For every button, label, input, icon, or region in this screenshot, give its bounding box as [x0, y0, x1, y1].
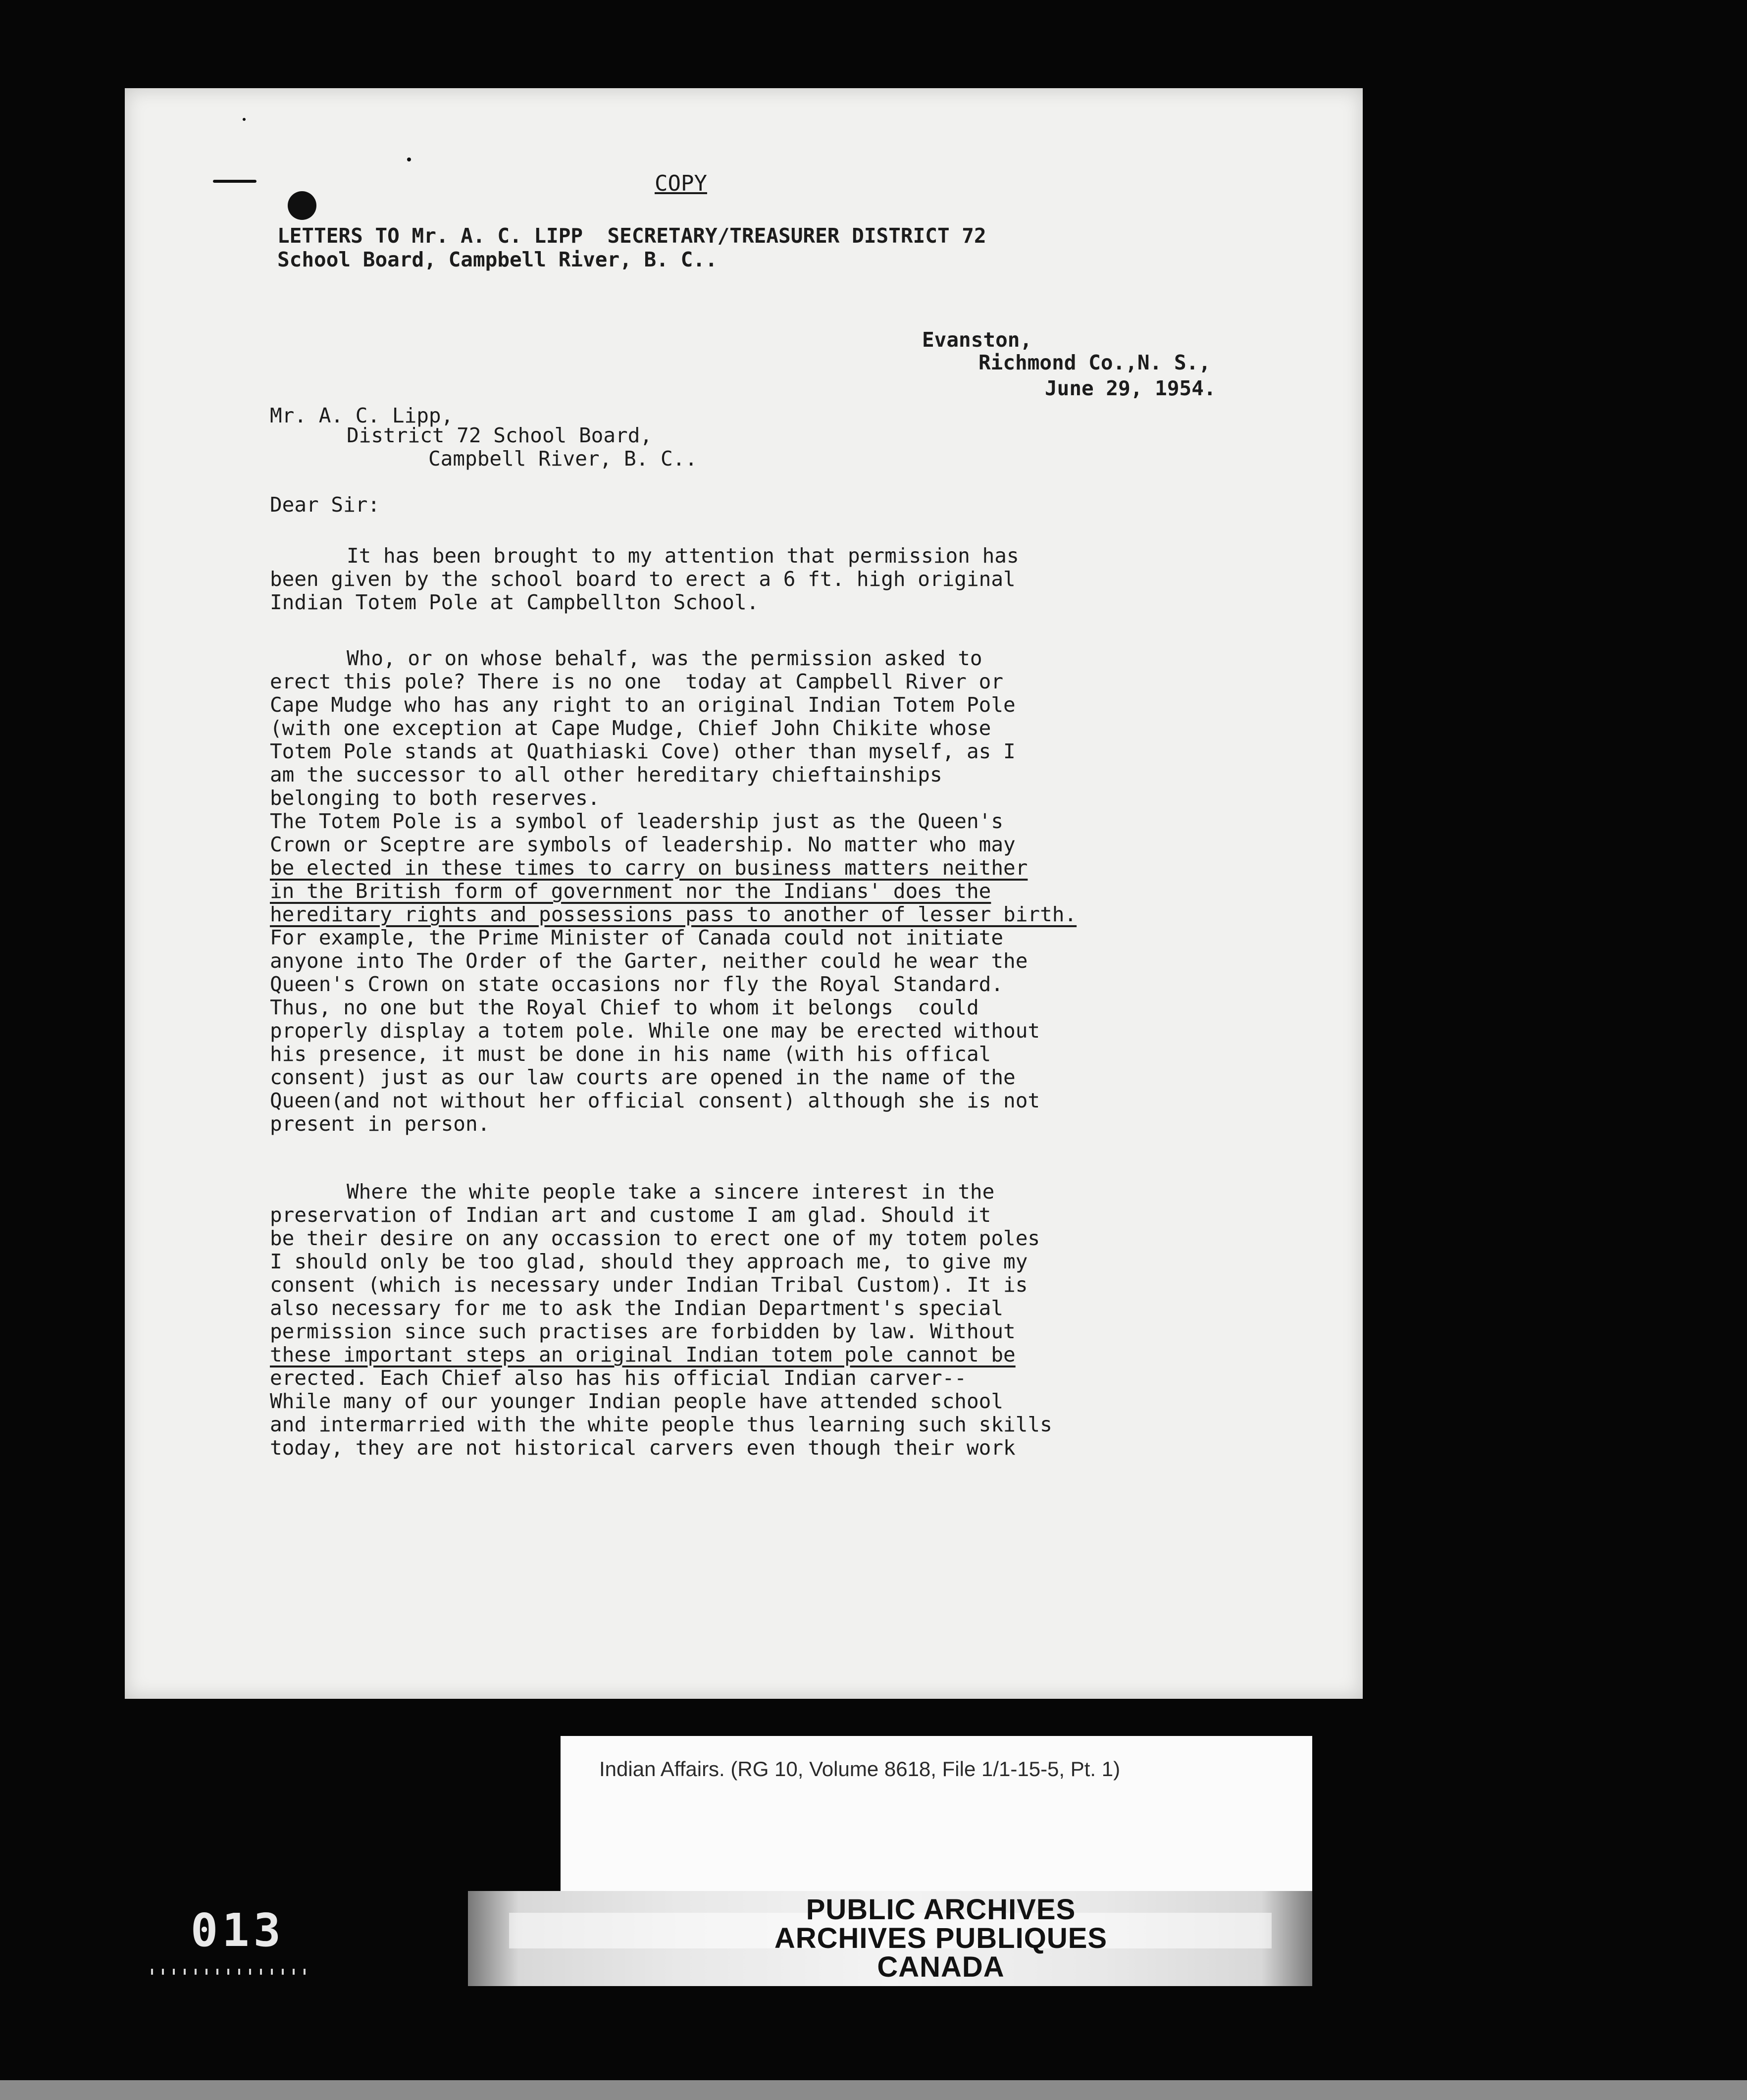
paragraph-3-line-5: consent (which is necessary under Indian Tribal Custom). It is [270, 1273, 1028, 1297]
recipient-line-1: LETTERS TO Mr. A. C. LIPP SECRETARY/TREASURER DISTRICT 72 [277, 224, 986, 248]
paragraph-3-line-9: erected. Each Chief also has his official Indian carver-- [270, 1366, 967, 1390]
paragraph-2-line-17: properly display a totem pole. While one may be erected without [270, 1019, 1040, 1043]
paragraph-2-line-11: in the British form of government nor the Indians' does the [270, 879, 991, 903]
paragraph-1-line-1: It has been brought to my attention that permission has [347, 544, 1019, 568]
paragraph-3-line-4: I should only be too glad, should they approach me, to give my [270, 1250, 1028, 1273]
film-frame-ticks [151, 1969, 314, 1975]
paragraph-2-line-16: Thus, no one but the Royal Chief to whom it belongs could [270, 996, 979, 1019]
paragraph-2-line-21: present in person. [270, 1112, 490, 1136]
ink-mark [213, 180, 257, 183]
paragraph-3-line-1: Where the white people take a sincere interest in the [347, 1180, 995, 1204]
copy-heading: COPY [655, 171, 707, 196]
paragraph-2-line-19: consent) just as our law courts are opened in the name of the [270, 1065, 1016, 1089]
recipient-line-2: School Board, Campbell River, B. C.. [277, 248, 718, 271]
paragraph-2-line-12: hereditary rights and possessions pass to another of lesser birth. [270, 902, 1077, 926]
archive-title-line-2: ARCHIVES PUBLIQUES [774, 1922, 1108, 1954]
ink-dot [243, 118, 246, 121]
paragraph-2-line-1: Who, or on whose behalf, was the permission asked to [347, 646, 982, 670]
paragraph-2-line-13: For example, the Prime Minister of Canada could not initiate [270, 926, 1004, 949]
paragraph-2-line-15: Queen's Crown on state occasions nor fly the Royal Standard. [270, 972, 1004, 996]
paragraph-2-line-10: be elected in these times to carry on business matters neither [270, 856, 1028, 880]
paragraph-3-line-3: be their desire on any occassion to erect one of my totem poles [270, 1226, 1040, 1250]
paragraph-2-line-14: anyone into The Order of the Garter, neither could he wear the [270, 949, 1028, 973]
paragraph-2-line-6: am the successor to all other hereditary chieftainships [270, 763, 942, 787]
paragraph-2-line-8: The Totem Pole is a symbol of leadership just as the Queen's [270, 809, 1004, 833]
salutation: Dear Sir: [270, 493, 380, 517]
letter-date: June 29, 1954. [1045, 376, 1216, 400]
addressee-name: Mr. A. C. Lipp, [270, 404, 454, 427]
paragraph-1-line-3: Indian Totem Pole at Campbellton School. [270, 590, 759, 614]
archive-title-line-3: CANADA [877, 1951, 1005, 1983]
paragraph-2-line-18: his presence, it must be done in his name (with his offical [270, 1042, 991, 1066]
addressee-location: Campbell River, B. C.. [428, 447, 698, 471]
paragraph-3-line-10: While many of our younger Indian people have attended school [270, 1389, 1004, 1413]
paragraph-3-line-11: and intermarried with the white people thus learning such skills [270, 1413, 1052, 1436]
paragraph-2-line-20: Queen(and not without her official consent) although she is not [270, 1089, 1040, 1112]
paragraph-3-line-12: today, they are not historical carvers even though their work [270, 1436, 1016, 1460]
ink-blot [288, 191, 316, 220]
paragraph-2-line-7: belonging to both reserves. [270, 786, 600, 810]
archive-reference: Indian Affairs. (RG 10, Volume 8618, File 1/1-15-5, Pt. 1) [599, 1757, 1121, 1781]
archive-title-line-1: PUBLIC ARCHIVES [806, 1893, 1076, 1926]
paragraph-3-line-6: also necessary for me to ask the Indian Department's special [270, 1296, 1004, 1320]
paragraph-3-line-2: preservation of Indian art and custome I am glad. Should it [270, 1203, 991, 1227]
bottom-edge-band [0, 2080, 1747, 2100]
addressee-board: District 72 School Board, [347, 423, 653, 447]
paragraph-2-line-5: Totem Pole stands at Quathiaski Cove) other than myself, as I [270, 739, 1016, 763]
paragraph-2-line-9: Crown or Sceptre are symbols of leadership. No matter who may [270, 833, 1016, 856]
paragraph-2-line-3: Cape Mudge who has any right to an original Indian Totem Pole [270, 693, 1016, 717]
ink-dot [407, 158, 411, 161]
paragraph-1-line-2: been given by the school board to erect a 6 ft. high original [270, 567, 1016, 591]
paragraph-2-line-4: (with one exception at Cape Mudge, Chief John Chikite whose [270, 716, 991, 740]
paragraph-2-line-2: erect this pole? There is no one today at Campbell River or [270, 670, 1004, 693]
paragraph-3-line-8: these important steps an original Indian totem pole cannot be [270, 1343, 1016, 1366]
paragraph-3-line-7: permission since such practises are forbidden by law. Without [270, 1319, 1016, 1343]
sender-address-line-2: Richmond Co.,N. S., [978, 351, 1211, 374]
sender-address-line-1: Evanston, [922, 328, 1032, 352]
film-frame-number: 013 [190, 1904, 285, 1957]
